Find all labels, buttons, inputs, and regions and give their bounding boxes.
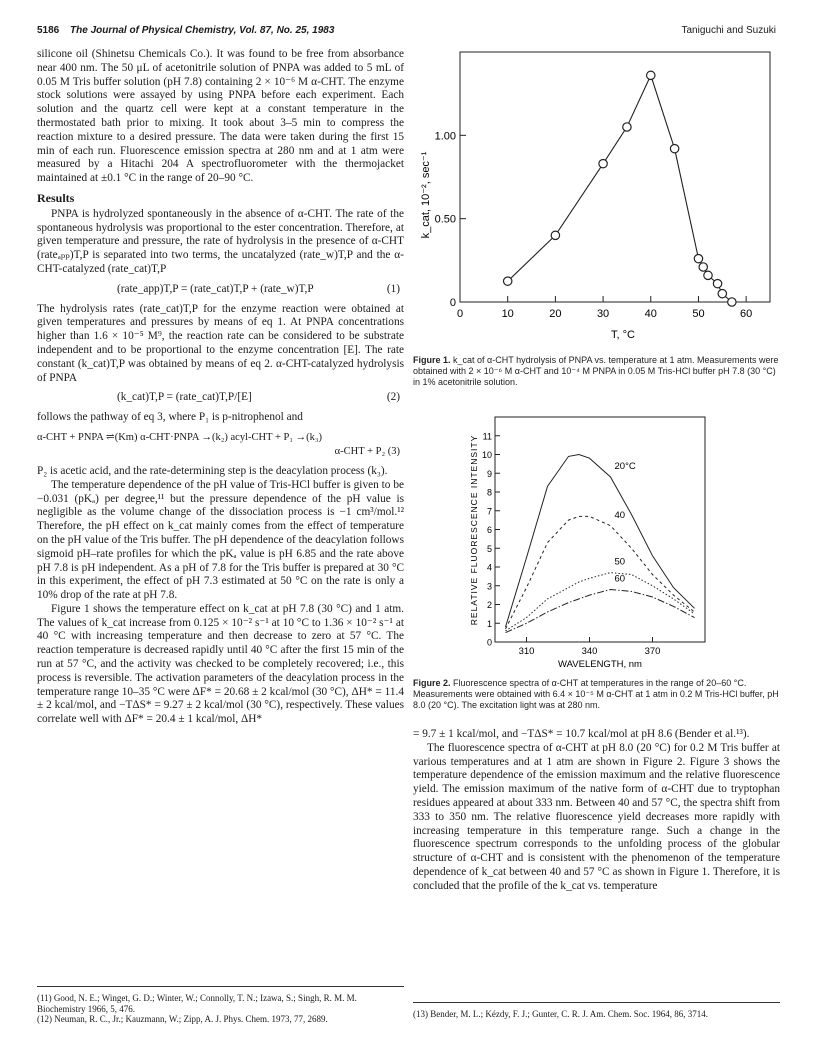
y-tick-label: 11 — [482, 431, 492, 442]
y-tick-label: 0 — [486, 637, 492, 648]
y-tick-label: 10 — [481, 450, 492, 460]
paragraph: follows the pathway of eq 3, where P₁ is p-nitrophenol and — [37, 411, 303, 424]
scheme-line: α-CHT + P₂ (3) — [334, 445, 400, 457]
data-point — [623, 123, 631, 131]
x-tick-label: 60 — [740, 308, 753, 320]
page-number: 5186 — [37, 25, 60, 36]
series-line — [506, 590, 695, 633]
data-point — [551, 231, 559, 239]
section-heading: Results — [37, 190, 75, 205]
paragraph: silicone oil (Shinetsu Chemicals Co.). It was found to be free from absorbance near 400 nm. The 50 μL of acetonitrile solution of PNPA was added to 5 mL of 0.05 M Tris buffer solution (pH 7.8) containing 2 × 10⁻⁶ M α-CHT. The enzyme stock solutions were assayed by using PNPA before each experiment. Each solution and the quartz cell were kept at a constant temperature in the thermostated bath prior to mixing. It took about 3–5 min to compress the reaction mixture to a desired pressure. The data were taken during the first 15 min of each run. Fluorescence emission spectra at 280 nm and at 1 atm were measured by a Hitachi 204 A spectrofluorometer with the thermojacket maintained at ±0.1 °C in the range of 20–90 °C. — [37, 48, 404, 185]
left-column — [37, 48, 404, 727]
footnote: (11) Good, N. E.; Winget, G. D.; Winter, W.; Connolly, T. N.; Izawa, S.; Singh, R. M. M. Biochemistry 1966, 5, 476. — [37, 993, 357, 1014]
paragraph: The fluorescence spectra of α-CHT at pH 8.0 (20 °C) for 0.2 M Tris buffer at various temperatures and at 1 atm are shown in Figure 2. Figure 3 shows the temperature dependence of the emission maximum and the relative fluorescence yield. The emission maximum of the native form of α-CHT due to tryptophan residues appeared at about 333 nm. Between 40 and 57 °C, the spectra shift from 333 to 350 nm. The relative fluorescence yield decreases more rapidly with increasing temperature in this temperature range. Such a change in the fluorescence spectrum corresponds to the unfolding process of the globular structure of α-CHT and is consistent with the phenomenon of the temperature dependence of k_cat between 40 and 57 °C as shown in Figure 1. Therefore, it is concluded that the profile of the k_cat vs. temperature — [413, 741, 780, 892]
y-tick-label: 8 — [486, 487, 492, 498]
equation-2 — [37, 391, 404, 405]
right-column — [413, 728, 780, 894]
series-line — [506, 573, 695, 631]
equation-body: (rate_app)T,P = (rate_cat)T,P + (rate_w)T,P — [117, 282, 314, 295]
series-label: 60 — [614, 573, 626, 585]
scheme-line: α-CHT + PNPA ⇌(Km) α-CHT·PNPA →(k₂) acyl-CHT + P₁ →(k₃) — [37, 431, 323, 443]
equation-number: (1) — [386, 282, 400, 295]
y-tick-label: 4 — [486, 562, 492, 573]
y-tick-label: 5 — [486, 543, 492, 554]
footnote: (12) Neuman, R. C., Jr.; Kauzmann, W.; Zipp, A. J. Phys. Chem. 1973, 77, 2689. — [37, 1014, 328, 1025]
series-label: 50 — [614, 556, 626, 568]
paragraph: The temperature dependence of the pH value of Tris-HCl buffer is given to be −0.031 (pKₐ) per degree,¹¹ but the pressure dependence of the pH value is negligible as the volume change of the dissociation process is −1 cm³/mol.¹² Therefore, the pH effect on k_cat mainly comes from the effect of temperature on the pH value of the Tris buffer. The pH dependence of the deacylation follows sigmoid pH–rate profiles for which the pKₐ value is pH 6.85 and the rate above pH 7.8 is pH independent. As a pH of 7.8 for the Tris buffer is prepared at 30 °C in this experiment, the effect of pH 7.3 estimated at 50 °C on the rate is only a 10% drop of the rate at pH 7.8. — [37, 478, 404, 602]
y-tick-label: 2 — [486, 600, 492, 610]
y-tick-label: 9 — [486, 468, 492, 479]
data-point — [503, 277, 511, 285]
y-axis-label: k_cat, 10⁻², sec⁻¹ — [420, 151, 432, 239]
data-point — [694, 254, 702, 262]
paragraph: Figure 1 shows the temperature effect on k_cat at pH 7.8 (30 °C) and 1 atm. The values of k_cat increase from 0.125 × 10⁻² s⁻¹ at 10 °C to 1.36 × 10⁻² s⁻¹ at 40 °C with increasing temperature and then decrease to zero at 57 °C. The reaction temperature is decreased rapidly until 40 °C after the first 15 min of the run at 57 °C, and the activity was checked to be completely recovered; i.e., this process is reversible. The activation parameters of the deacylation process in the temperature range 10–35 °C were ΔF* = 20.68 ± 2 kcal/mol (30 °C), ΔH* = 11.4 ± 2 kcal/mol, and −TΔS* = 9.27 ± 2 kcal/mol (30 °C), respectively. These values correlate well with ΔF* = 20.4 ± 1 kcal/mol, ΔH* — [37, 602, 404, 726]
fit-curve — [508, 75, 732, 302]
series-label: 20°C — [614, 461, 636, 472]
x-axis-label: WAVELENGTH, nm — [558, 659, 642, 670]
caption-text: k_cat of α-CHT hydrolysis of PNPA vs. temperature at 1 atm. Measurements were obtained with 2 × 10⁻⁶ M α-CHT and 10⁻⁴ M PNPA in 0.05 M Tris-HCl buffer pH 7.8 (30 °C) in 1% acetonitrile solution. — [413, 355, 779, 387]
y-tick-label: 0.50 — [434, 213, 456, 226]
data-point — [728, 298, 736, 306]
y-axis-label: RELATIVE FLUORESCENCE INTENSITY — [469, 434, 479, 626]
x-tick-label: 370 — [644, 646, 661, 657]
journal-citation: The Journal of Physical Chemistry, Vol. 87, No. 25, 1983 — [70, 25, 335, 36]
paragraph: P₂ is acetic acid, and the rate-determining step is the deacylation process (k₃). — [37, 464, 388, 477]
series-line — [506, 455, 695, 628]
x-tick-label: 340 — [581, 646, 598, 657]
paragraph: PNPA is hydrolyzed spontaneously in the absence of α-CHT. The rate of the spontaneous hydrolysis was proportional to the ester concentration. Therefore, at given temperature and pressure, the rate of hydrolysis in the presence of α-CHT (rateₐₚₚ)T,P is separated into two terms, the uncatalyzed (rate_w)T,P and the α-CHT-catalyzed (rate_cat)T,P — [37, 207, 404, 275]
data-point — [718, 289, 726, 297]
series-label: 40 — [614, 509, 626, 521]
data-point — [670, 144, 678, 152]
equation-1 — [37, 283, 404, 297]
equation-number: (2) — [386, 391, 400, 404]
figure-2-chart — [465, 412, 715, 672]
y-tick-label: 0 — [449, 297, 456, 309]
paragraph: The hydrolysis rates (rate_cat)T,P for the enzyme reaction were obtained at given temperatures and pressures by means of eq 1. At PNPA concentrations higher than 1.6 × 10⁻⁵ M⁹, the reaction rate can be considered to be substrate independent and to be proportional to the enzyme concentration [E]. The rate constant (k_cat)T,P was obtained by means of eq 2. α-CHT-catalyzed hydrolysis of PNPA — [37, 302, 404, 384]
x-tick-label: 0 — [456, 308, 464, 320]
running-header — [37, 25, 334, 36]
y-tick-label: 1.00 — [434, 130, 456, 143]
x-tick-label: 40 — [644, 308, 657, 320]
y-tick-label: 1 — [486, 618, 492, 629]
equation-body: (k_cat)T,P = (rate_cat)T,P/[E] — [117, 391, 252, 404]
caption-label: Figure 2. — [413, 678, 451, 688]
data-point — [647, 71, 655, 79]
y-tick-label: 7 — [486, 506, 492, 517]
data-point — [699, 263, 707, 271]
figure-1-chart — [413, 40, 780, 345]
reaction-scheme — [37, 431, 404, 459]
x-tick-label: 310 — [518, 646, 535, 657]
y-tick-label: 3 — [486, 581, 492, 592]
data-point — [713, 279, 721, 287]
footnotes-right — [413, 1002, 780, 1020]
figure-1-caption — [413, 355, 780, 388]
x-tick-label: 10 — [501, 308, 514, 320]
y-tick-label: 6 — [486, 525, 492, 535]
caption-label: Figure 1. — [413, 355, 451, 365]
footnotes-left — [37, 986, 404, 1025]
plot-frame — [460, 52, 770, 302]
footnote: (13) Bender, M. L.; Kézdy, F. J.; Gunter, C. R. J. Am. Chem. Soc. 1964, 86, 3714. — [413, 1009, 708, 1019]
author-header: Taniguchi and Suzuki — [681, 25, 776, 36]
plot-frame — [495, 417, 705, 642]
data-point — [599, 159, 607, 167]
caption-text: Fluorescence spectra of α-CHT at temperatures in the range of 20–60 °C. Measurements were obtained with 6.4 × 10⁻⁵ M α-CHT at 1 atm in 0.2 M Tris-HCl buffer, pH 8.0 (20 °C). The excitation light was at 280 nm. — [413, 678, 779, 710]
x-axis-label: T, °C — [611, 329, 635, 341]
x-tick-label: 20 — [549, 308, 562, 320]
paragraph: = 9.7 ± 1 kcal/mol, and −TΔS* = 10.7 kcal/mol at pH 8.6 (Bender et al.¹³). — [413, 728, 750, 740]
data-point — [704, 271, 712, 279]
x-tick-label: 30 — [596, 308, 610, 320]
x-tick-label: 50 — [692, 308, 705, 320]
figure-2-caption — [413, 678, 780, 711]
